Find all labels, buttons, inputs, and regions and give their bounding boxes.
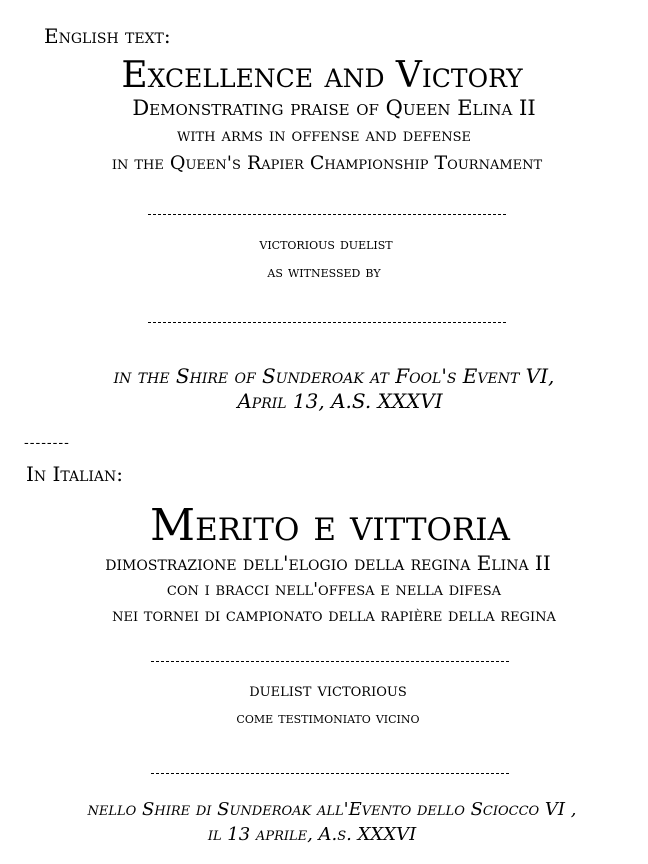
english-line-3: in the Queen's Rapier Championship Tournament (111, 152, 543, 174)
english-signature-label-1: victorious duelist (259, 234, 393, 253)
italian-signature-label-1: duelist victorious (249, 679, 407, 701)
witness-line (151, 773, 509, 774)
english-heading: English text: (44, 24, 171, 48)
witness-line (148, 322, 506, 323)
signature-line (148, 214, 506, 215)
english-signature-label-2: as witnessed by (267, 262, 381, 281)
english-title: Excellence and Victory (121, 55, 523, 96)
italian-heading: In Italian: (26, 462, 124, 486)
italian-title: Merito e vittoria (150, 500, 510, 551)
italian-line-3: nei tornei di campionato della rapière della regina (112, 605, 556, 626)
italian-line-1: dimostrazione dell'elogio della regina Elina II (105, 551, 551, 575)
italian-signature-label-2: come testimoniato vicino (236, 708, 420, 727)
english-line-2: with arms in offense and defense (177, 124, 471, 146)
signature-line (151, 661, 509, 662)
italian-place-line-1: nello Shire di Sunderoak all'Evento dello Sciocco VI , (87, 799, 577, 820)
italian-line-2: con i bracci nell'offesa e nella difesa (166, 579, 502, 600)
english-line-1: Demonstrating praise of Queen Elina II (132, 96, 536, 120)
english-place-line-2: April 13, A.S. XXXVI (237, 389, 443, 413)
italian-place-line-2: il 13 aprile, A.s. XXXVI (207, 824, 417, 845)
section-separator: -------- (24, 435, 70, 451)
english-place-line-1: in the Shire of Sunderoak at Fool's Event VI, (113, 364, 555, 388)
